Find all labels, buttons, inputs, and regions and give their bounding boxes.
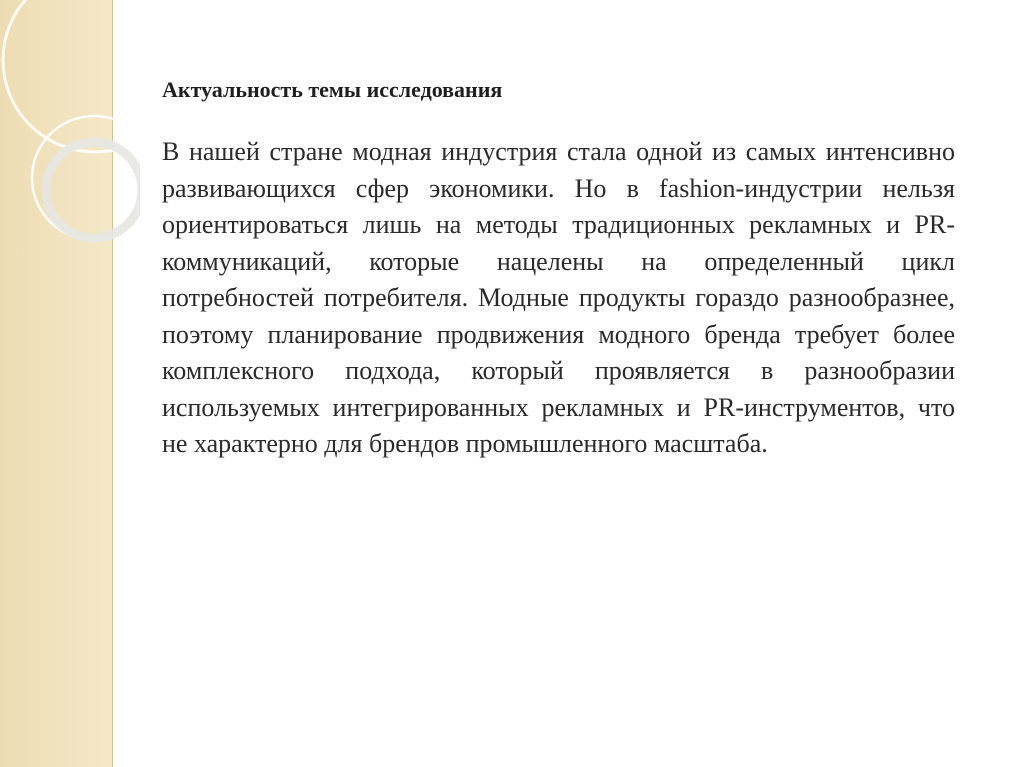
decorative-rings	[0, 0, 140, 767]
ring-thick	[46, 142, 140, 238]
content-area	[162, 72, 955, 463]
ring-large	[3, 0, 140, 152]
slide-title: Актуальность темы исследования	[162, 77, 503, 102]
body-paragraph: В нашей стране модная индустрия стала одной из самых интенсивно развивающихся сфер экономики. Но в fashion-индустрии нельзя ориентироваться лишь на методы традиционных рекламных и PR-коммуникаций, которые нацелены на определенный цикл потребностей потребителя. Модные продукты гораздо разнообразнее, поэтому планирование продвижения модного бренда требует более комплексного подхода, который проявляется в разнообразии используемых интегрированных рекламных и PR-инструментов, что не характерно для брендов промышленного масштаба.	[162, 137, 955, 458]
